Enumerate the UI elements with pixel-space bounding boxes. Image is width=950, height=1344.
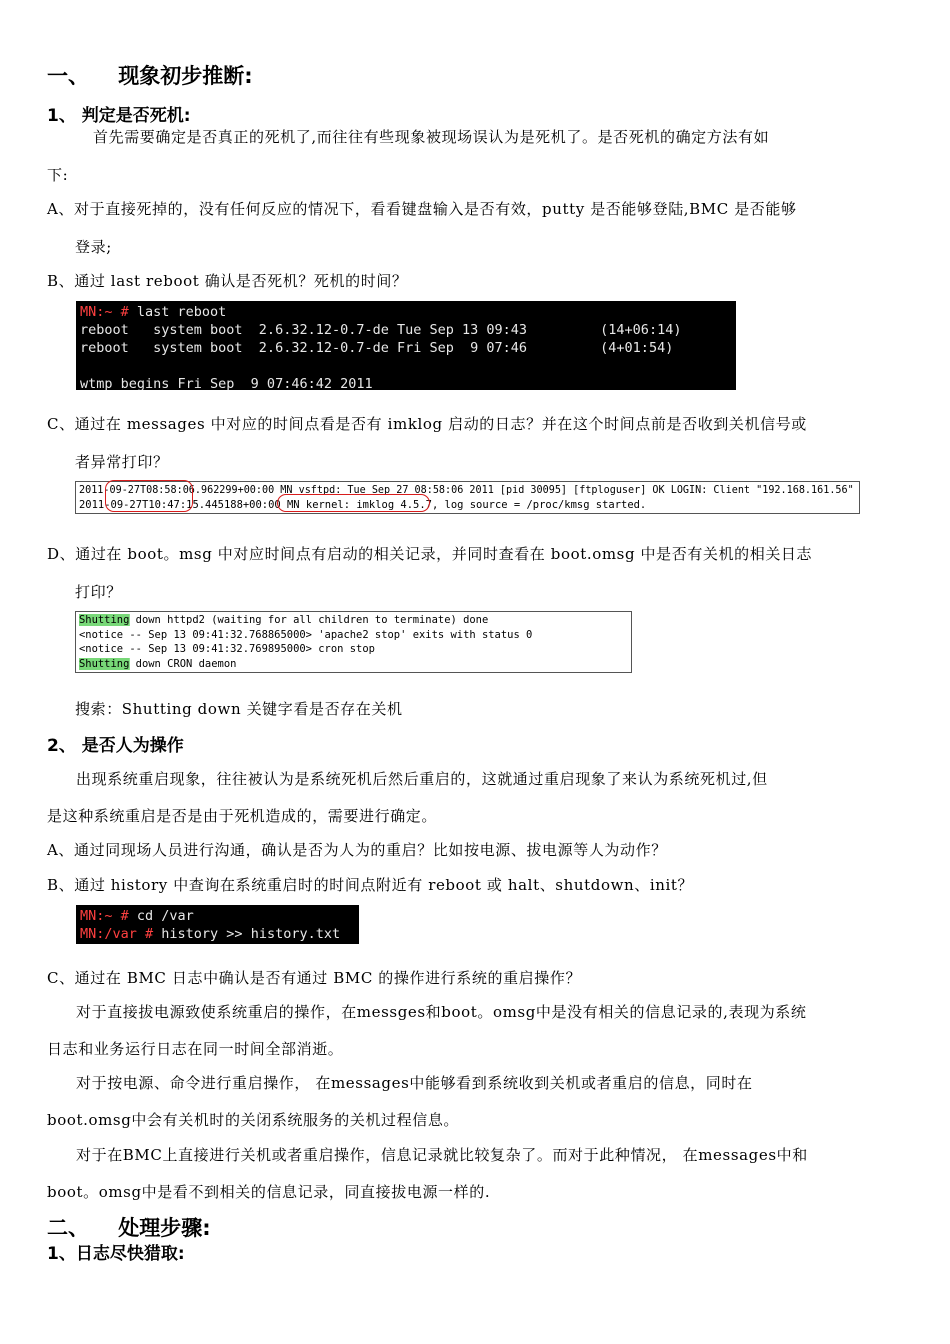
subsection-1-heading: 1、 判定是否死机: (47, 106, 191, 126)
terminal-line: wtmp begins Fri Sep 9 07:46:42 2011 (80, 376, 373, 390)
boot-omsg-log-box (75, 611, 632, 673)
log-line (79, 613, 626, 628)
section-2-subheading: 1、日志尽快猎取: (47, 1244, 185, 1264)
terminal-command: last reboot (128, 304, 227, 320)
terminal-prompt: MN:~ # (80, 304, 129, 320)
log-line: <notice -- Sep 13 09:41:32.769895000> cron stop (79, 643, 375, 655)
para4-line-2: boot。omsg中是看不到相关的信息记录，同直接拔电源一样的. (47, 1183, 491, 1201)
subsection-2-heading: 2、 是否人为操作 (47, 736, 184, 756)
terminal-line (80, 925, 355, 943)
terminal-line (80, 907, 355, 925)
terminal-line: reboot system boot 2.6.32.12-0.7-de Fri Sep 9 07:46 (4+01:54) (80, 340, 674, 356)
para4-line-1: 对于在BMC上直接进行关机或者重启操作，信息记录就比较复杂了。而对于此种情况， 在messages中和 (76, 1146, 808, 1164)
item-a-line-1: A、对于直接死掉的，没有任何反应的情况下，看看键盘输入是否有效，putty 是否能够登陆,BMC 是否能够 (47, 200, 797, 218)
para1-line-2: 是这种系统重启是否是由于死机造成的，需要进行确定。 (47, 807, 438, 825)
item-c-line-1: C、通过在 messages 中对应的时间点看是否有 imklog 启动的日志？并在这个时间点前是否收到关机信号或 (47, 415, 807, 433)
log-text: down CRON daemon (129, 657, 237, 670)
item-c-line-2: 者异常打印？ (75, 453, 169, 471)
item2-b-text: B、通过 history 中查询在系统重启时的时间点附近有 reboot 或 halt、shutdown、init？ (47, 876, 694, 894)
item2-c-text: C、通过在 BMC 日志中确认是否有通过 BMC 的操作进行系统的重启操作？ (47, 969, 582, 987)
log-line: 2011-09-27T10:47:15.445188+00:00 MN kernel: imklog 4.5.7, log source = /proc/kmsg started. (79, 499, 647, 511)
shutting-keyword: Shutting (79, 657, 130, 670)
log-text: down httpd2 (waiting for all children to terminate) done (129, 614, 489, 626)
item-b-text: B、通过 last reboot 确认是否死机？死机的时间？ (47, 272, 408, 290)
para3-line-2: boot.omsg中会有关机时的关闭系统服务的关机过程信息。 (47, 1111, 460, 1129)
terminal-prompt: MN:/var # (80, 926, 154, 942)
item-a-line-2: 登录; (75, 238, 112, 256)
item-d-line-2: 打印？ (75, 583, 122, 601)
terminal-command: history >> history.txt (153, 926, 341, 942)
para2-line-2: 日志和业务运行日志在同一时间全部消逝。 (47, 1040, 344, 1058)
section-2-heading: 二、 处理步骤: (47, 1216, 211, 1240)
log-line: 2011-09-27T08:58:06.962299+00:00 MN vsftpd: Tue Sep 27 08:58:06 2011 [pid 30095] [ftploguser] OK LOGIN: Client "192.168.161.56" (79, 484, 854, 496)
terminal-last-reboot (76, 301, 736, 390)
log-line: <notice -- Sep 13 09:41:32.768865000> 'apache2 stop' exits with status 0 (79, 628, 533, 641)
log-line (79, 657, 626, 672)
terminal-line: reboot system boot 2.6.32.12-0.7-de Tue Sep 13 09:43 (14+06:14) (80, 322, 682, 338)
search-note: 搜索：Shutting down 关键字看是否存在关机 (75, 700, 403, 718)
intro-line-1: 首先需要确定是否真正的死机了,而往往有些现象被现场误认为是死机了。是否死机的确定方法有如 (93, 128, 770, 146)
imklog-highlight-circle (277, 494, 430, 512)
terminal-line (80, 357, 732, 375)
item2-a-text: A、通过同现场人员进行沟通，确认是否为人为的重启？比如按电源、拔电源等人为动作？ (47, 841, 667, 859)
section-1-heading: 一、 现象初步推断: (47, 64, 253, 88)
terminal-prompt: MN:~ # (80, 908, 129, 924)
terminal-line (80, 303, 732, 321)
terminal-command: cd /var (128, 908, 194, 924)
para2-line-1: 对于直接拔电源致使系统重启的操作，在messges和boot。omsg中是没有相关的信息记录的,表现为系统 (76, 1003, 807, 1021)
para1-line-1: 出现系统重启现象，往往被认为是系统死机后然后重启的，这就通过重启现象了来认为系统死机过,但 (76, 770, 768, 788)
terminal-history (76, 905, 359, 944)
shutting-keyword: Shutting (79, 614, 130, 626)
para3-line-1: 对于按电源、命令进行重启操作， 在messages中能够看到系统收到关机或者重启的信息，同时在 (76, 1074, 753, 1092)
timestamp-highlight-circle (105, 480, 193, 512)
intro-line-2: 下: (47, 166, 69, 184)
item-d-line-1: D、通过在 boot。msg 中对应时间点有启动的相关记录，并同时查看在 boot.omsg 中是否有关机的相关日志 (47, 545, 813, 563)
